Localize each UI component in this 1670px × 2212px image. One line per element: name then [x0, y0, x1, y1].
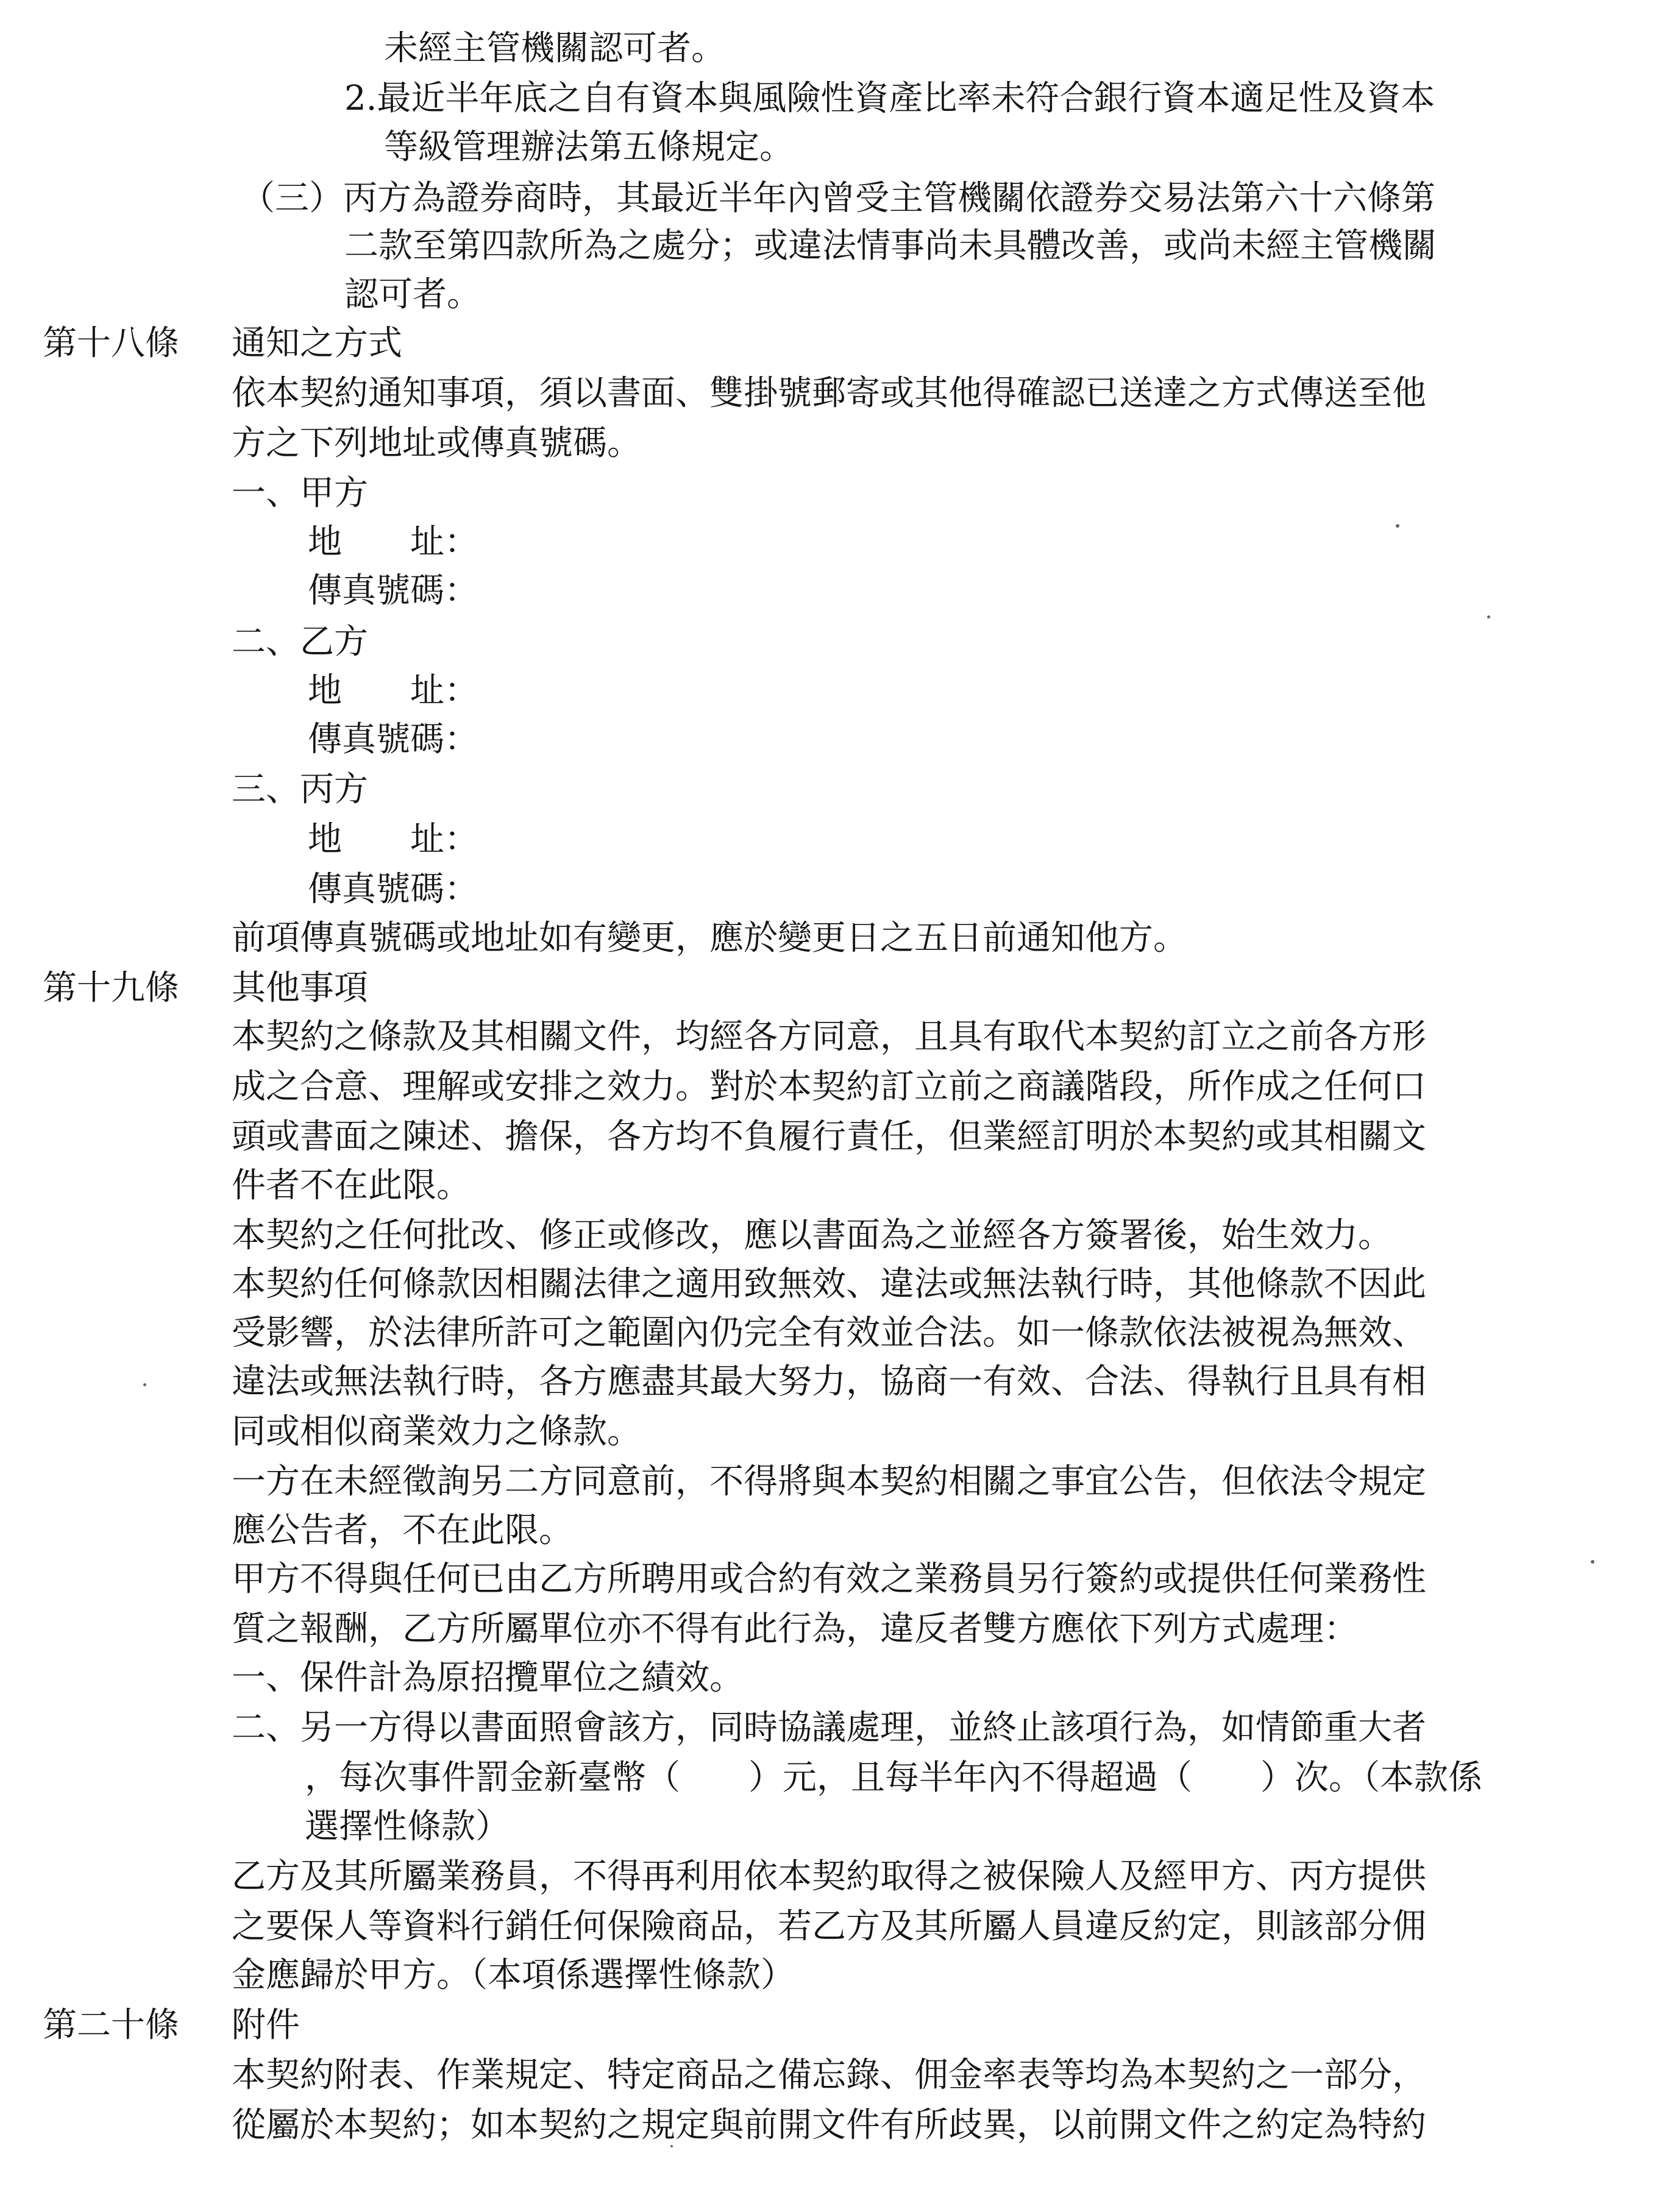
- address-label: 地 址：: [308, 671, 478, 711]
- fax-label: 傳真號碼：: [308, 720, 478, 759]
- text-line: 本契約任何條款因相關法律之適用致無效、違法或無法執行時，其他條款不因此: [232, 1264, 1426, 1304]
- party-heading: 二、乙方: [232, 622, 368, 662]
- article-number: 第十八條: [43, 324, 179, 363]
- text-line: 一、保件計為原招攬單位之績效。: [232, 1658, 744, 1698]
- text-line: 違法或無法執行時，各方應盡其最大努力，協商一有效、合法、得執行且具有相: [232, 1362, 1426, 1402]
- article-title: 附件: [232, 2005, 300, 2045]
- article-number: 第二十條: [43, 2005, 179, 2045]
- text-line: 金應歸於甲方。（本項係選擇性條款）: [232, 1955, 795, 1995]
- party-heading: 三、丙方: [232, 770, 368, 809]
- address-label: 地 址：: [308, 820, 478, 859]
- text-line: ，每次事件罰金新臺幣（ ）元，且每半年內不得超過（ ）次。（本款係: [305, 1758, 1482, 1798]
- text-line: 件者不在此限。: [232, 1166, 471, 1205]
- text-line: 方之下列地址或傳真號碼。: [232, 424, 641, 463]
- article-title: 通知之方式: [232, 324, 402, 363]
- text-line: 二款至第四款所為之處分；或違法情事尚未具體改善，或尚未經主管機關: [344, 226, 1437, 266]
- address-label: 地 址：: [308, 522, 478, 562]
- text-line: 本契約之任何批改、修正或修改，應以書面為之並經各方簽署後，始生效力。: [232, 1216, 1392, 1255]
- text-line: 本契約附表、作業規定、特定商品之備忘錄、佣金率表等均為本契約之一部分，: [232, 2055, 1426, 2095]
- text-line: 前項傳真號碼或地址如有變更，應於變更日之五日前通知他方。: [232, 918, 1187, 958]
- text-line: 依本契約通知事項，須以書面、雙掛號郵寄或其他得確認已送達之方式傳送至他: [232, 374, 1426, 413]
- text-line: 等級管理辦法第五條規定。: [384, 127, 794, 167]
- text-line: 成之合意、理解或安排之效力。對於本契約訂立前之商議階段，所作成之任何口: [232, 1067, 1426, 1107]
- scan-speck: [1487, 615, 1490, 619]
- text-line: 二、另一方得以書面照會該方，同時協議處理，並終止該項行為，如情節重大者: [232, 1708, 1426, 1748]
- text-line: 同或相似商業效力之條款。: [232, 1412, 641, 1452]
- text-line: 本契約之條款及其相關文件，均經各方同意，且具有取代本契約訂立之前各方形: [232, 1017, 1426, 1057]
- text-line: 一方在未經徵詢另二方同意前，不得將與本契約相關之事宜公告，但依法令規定: [232, 1462, 1426, 1501]
- fax-label: 傳真號碼：: [308, 870, 478, 909]
- scan-speck: [1396, 524, 1399, 528]
- text-line: 認可者。: [344, 275, 481, 314]
- text-line: 未經主管機關認可者。: [384, 29, 725, 68]
- text-line: 頭或書面之陳述、擔保，各方均不負履行責任，但業經訂明於本契約或其相關文: [232, 1117, 1426, 1157]
- scan-speck: [1591, 1560, 1594, 1564]
- scan-speck: [670, 2145, 673, 2147]
- article-title: 其他事項: [232, 968, 368, 1008]
- fax-label: 傳真號碼：: [308, 571, 478, 611]
- text-line: 甲方不得與任何已由乙方所聘用或合約有效之業務員另行簽約或提供任何業務性: [232, 1559, 1426, 1599]
- text-line: 應公告者，不在此限。: [232, 1511, 573, 1550]
- text-line: 質之報酬，乙方所屬單位亦不得有此行為，違反者雙方應依下列方式處理：: [232, 1609, 1358, 1649]
- text-line: 選擇性條款）: [305, 1807, 510, 1846]
- party-heading: 一、甲方: [232, 473, 368, 513]
- text-line: 受影響，於法律所許可之範圍內仍完全有效並合法。如一條款依法被視為無效、: [232, 1313, 1426, 1353]
- text-line: 乙方及其所屬業務員，不得再利用依本契約取得之被保險人及經甲方、丙方提供: [232, 1857, 1426, 1896]
- article-number: 第十九條: [43, 968, 179, 1008]
- scan-speck: [143, 1383, 146, 1386]
- text-line: 從屬於本契約；如本契約之規定與前開文件有所歧異，以前開文件之約定為特約: [232, 2105, 1426, 2145]
- text-line: 2.最近半年底之自有資本與風險性資產比率未符合銀行資本適足性及資本: [344, 79, 1435, 118]
- text-line: 之要保人等資料行銷任何保險商品，若乙方及其所屬人員違反約定，則該部分佣: [232, 1907, 1426, 1946]
- text-line: （三）丙方為證券商時，其最近半年內曾受主管機關依證券交易法第六十六條第: [241, 179, 1435, 218]
